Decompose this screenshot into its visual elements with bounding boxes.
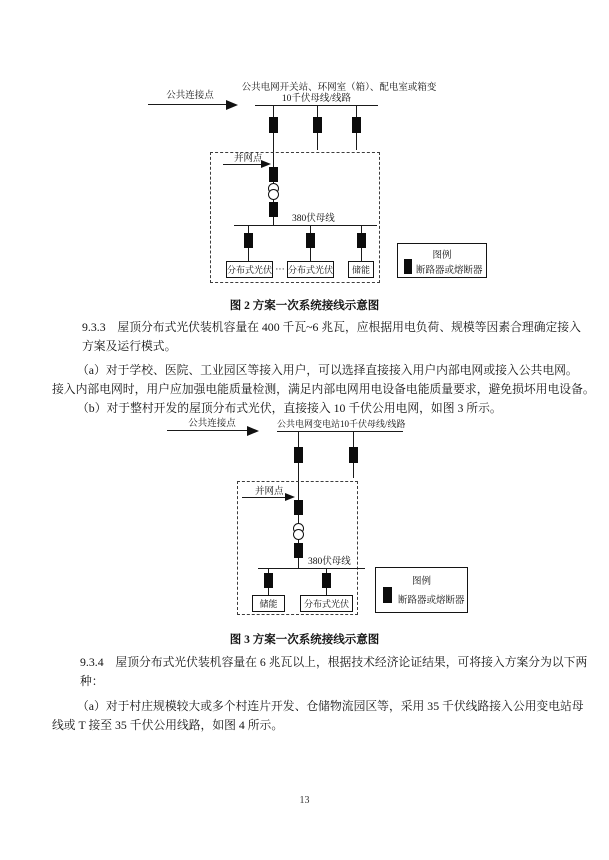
fig2-pv-box-1: 分布式光伏 [226, 261, 273, 278]
fig2-grid-label-line1: 公共电网开关站、环网室（箱）、配电室或箱变 [241, 83, 437, 93]
fig2-breaker-hv [269, 167, 278, 182]
fig2-poc-arrow-line [223, 164, 262, 165]
fig3-breaker-load1 [264, 573, 273, 588]
fig3-storage-box: 储能 [252, 595, 285, 612]
fig3-breaker-hv [294, 500, 303, 515]
fig2-legend-breaker-label: 断路器或熔断器 [416, 266, 483, 276]
fig3-breaker-load2 [322, 573, 331, 588]
fig2-pcc-arrow-line [148, 104, 226, 105]
fig2-lv-bus-label: 380伏母线 [292, 214, 335, 224]
fig3-pcc-arrow-line [167, 430, 247, 431]
figure3-caption: 图 3 方案一次系统接线示意图 [229, 634, 380, 646]
section-9-3-4-line1: 9.3.4 屋顶分布式光伏装机容量在 6 兆瓦以上，根据技术经济论证结果，可将接入方案分为以下两 [80, 655, 588, 669]
fig2-breaker-feeder1 [269, 117, 278, 133]
fig3-poc-label: 并网点 [255, 487, 284, 497]
fig2-legend-title: 图例 [432, 251, 452, 261]
fig2-breaker-feeder3 [352, 117, 361, 133]
section-9-3-3-line2: 方案及运行模式。 [82, 339, 177, 353]
fig3-10kv-bus-line [277, 431, 403, 432]
fig2-storage-box: 储能 [348, 261, 374, 278]
fig2-lv-bus-line [234, 225, 377, 226]
fig2-grid-label-line2: 10千伏母线/线路 [281, 94, 352, 104]
fig2-legend-breaker-symbol [404, 259, 412, 274]
fig2-ellipsis: ··· [275, 265, 285, 275]
para-a-line1: （a）对于学校、医院、工业园区等接入用户，可以选择直接接入用户内部电网或接入公共电网。 [77, 363, 578, 377]
fig3-breaker-lv [294, 543, 303, 558]
fig2-breaker-load2 [306, 233, 315, 248]
page-number: 13 [299, 795, 310, 806]
fig2-legend [397, 243, 487, 278]
fig3-pcc-label: 公共连接点 [188, 419, 236, 429]
para-a2-line1: （a）对于村庄规模较大或多个村连片开发、仓储物流园区等，采用 35 千伏线路接入公用变电站母 [77, 699, 584, 713]
fig3-legend [375, 567, 468, 613]
figure2-diagram [0, 0, 609, 316]
fig2-breaker-load3 [357, 233, 366, 248]
fig2-breaker-load1 [244, 233, 253, 248]
figure3-diagram [0, 412, 609, 652]
figure2-caption: 图 2 方案一次系统接线示意图 [229, 300, 380, 312]
section-9-3-4-line2: 种： [80, 674, 104, 688]
para-b-line1: （b）对于整村开发的屋顶分布式光伏，直接接入 10 千伏公用电网，如图 3 所示。 [77, 401, 502, 415]
fig3-legend-breaker-symbol [383, 587, 392, 603]
fig3-lv-bus-line [258, 568, 365, 569]
fig3-breaker-feeder2 [349, 447, 358, 463]
fig2-pcc-label: 公共连接点 [166, 91, 214, 101]
fig2-breaker-feeder2 [313, 117, 322, 133]
fig3-legend-breaker-label: 断路器或熔断器 [398, 596, 465, 606]
fig3-transformer-icon [293, 529, 304, 540]
fig2-pcc-arrowhead-icon [226, 100, 241, 110]
para-a2-line2: 线或 T 接至 35 千伏公用线路，如图 4 所示。 [52, 718, 284, 732]
section-9-3-3-line1: 9.3.3 屋顶分布式光伏装机容量在 400 千瓦~6 兆瓦，应根据用电负荷、规模等因素合理确定接入 [82, 320, 581, 334]
fig3-pv-box: 分布式光伏 [300, 595, 353, 612]
fig2-poc-label: 并网点 [234, 154, 263, 164]
para-a-line2: 接入内部电网时，用户应加强电能质量检测，满足内部电网用电设备电能质量要求，避免损坏用电设备。 [52, 382, 595, 396]
fig2-transformer-icon [268, 189, 279, 200]
fig3-grid-label: 公共电网变电站10千伏母线/线路 [277, 419, 406, 429]
fig3-breaker-feeder1 [294, 447, 303, 463]
fig3-lv-bus-label: 380伏母线 [308, 557, 351, 567]
fig3-pcc-arrowhead-icon [247, 426, 262, 436]
fig2-pv-box-2: 分布式光伏 [287, 261, 334, 278]
fig3-legend-title: 图例 [411, 577, 431, 587]
fig3-poc-arrow-line [242, 497, 286, 498]
fig2-breaker-lv [269, 202, 278, 217]
